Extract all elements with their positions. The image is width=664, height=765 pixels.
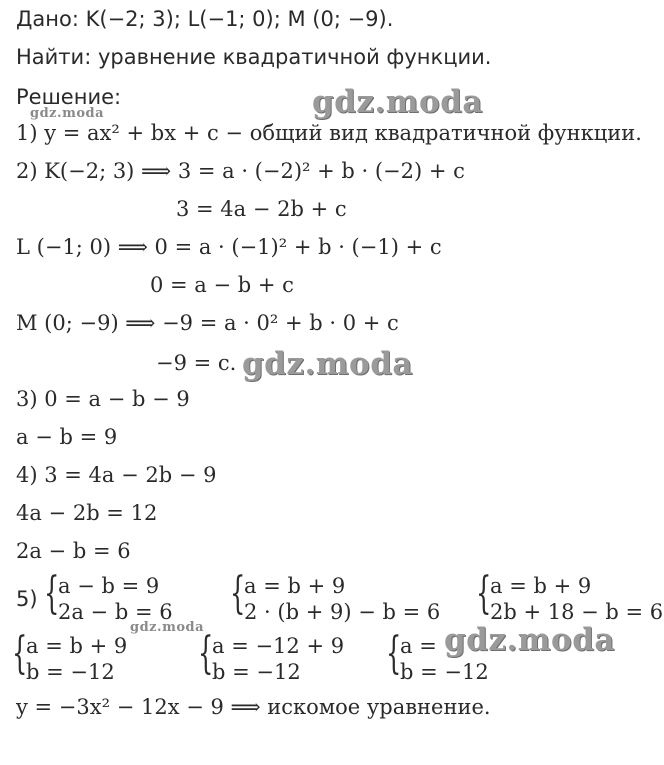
system-6-line-2: b = −12 xyxy=(400,660,489,684)
step-3-result: a − b = 9 xyxy=(16,425,118,449)
system-5-line-2: b = −12 xyxy=(212,660,301,684)
step-4: 4) 3 = 4a − 2b − 9 xyxy=(16,463,217,487)
brace-6: { xyxy=(386,628,402,679)
brace-4: { xyxy=(12,628,28,679)
system-5-line-1: a = −12 + 9 xyxy=(212,634,345,658)
step-2-result: 3 = 4a − 2b + c xyxy=(176,197,347,221)
system-3-line-2: 2b + 18 − b = 6 xyxy=(490,600,664,624)
watermark-4: gdz.moda xyxy=(130,620,205,635)
system-2-line-1: a = b + 9 xyxy=(244,574,346,598)
final-answer: y = −3x² − 12x − 9 ⟹ искомое уравнение. xyxy=(16,695,491,719)
system-1-line-2: 2a − b = 6 xyxy=(58,600,173,624)
step-4-simplified: 2a − b = 6 xyxy=(16,539,131,563)
watermark-1: gdz.moda xyxy=(312,84,483,120)
step-3: 3) 0 = a − b − 9 xyxy=(16,387,190,411)
step-1: 1) y = ax² + bx + c − общий вид квадратичной функции. xyxy=(16,121,642,145)
system-6-line-1: a = xyxy=(400,634,437,658)
system-1-line-1: a − b = 9 xyxy=(58,574,160,598)
system-2-line-2: 2 · (b + 9) − b = 6 xyxy=(244,600,441,624)
step-2-M-result: −9 = c. xyxy=(156,351,237,375)
solution-label: Решение: xyxy=(16,85,122,109)
step-2-L-result: 0 = a − b + c xyxy=(150,273,294,297)
find-line: Найти: уравнение квадратичной функции. xyxy=(16,45,492,69)
step-5-label: 5) xyxy=(16,587,38,611)
brace-1: { xyxy=(44,568,60,619)
brace-2: { xyxy=(230,568,246,619)
system-4-line-1: a = b + 9 xyxy=(26,634,128,658)
system-3-line-1: a = b + 9 xyxy=(490,574,592,598)
brace-3: { xyxy=(476,568,492,619)
given-line: Дано: K(−2; 3); L(−1; 0); M (0; −9). xyxy=(16,7,394,31)
watermark-2: gdz.moda xyxy=(30,106,105,121)
step-4-result: 4a − 2b = 12 xyxy=(16,501,158,525)
step-2-L: L (−1; 0) ⟹ 0 = a · (−1)² + b · (−1) + c xyxy=(16,235,442,259)
step-2-M: M (0; −9) ⟹ −9 = a · 0² + b · 0 + c xyxy=(16,311,399,335)
brace-5: { xyxy=(198,628,214,679)
watermark-3: gdz.moda xyxy=(242,346,413,382)
watermark-5: gdz.moda xyxy=(444,622,615,658)
step-2: 2) K(−2; 3) ⟹ 3 = a · (−2)² + b · (−2) + c xyxy=(16,159,465,183)
system-4-line-2: b = −12 xyxy=(26,660,115,684)
